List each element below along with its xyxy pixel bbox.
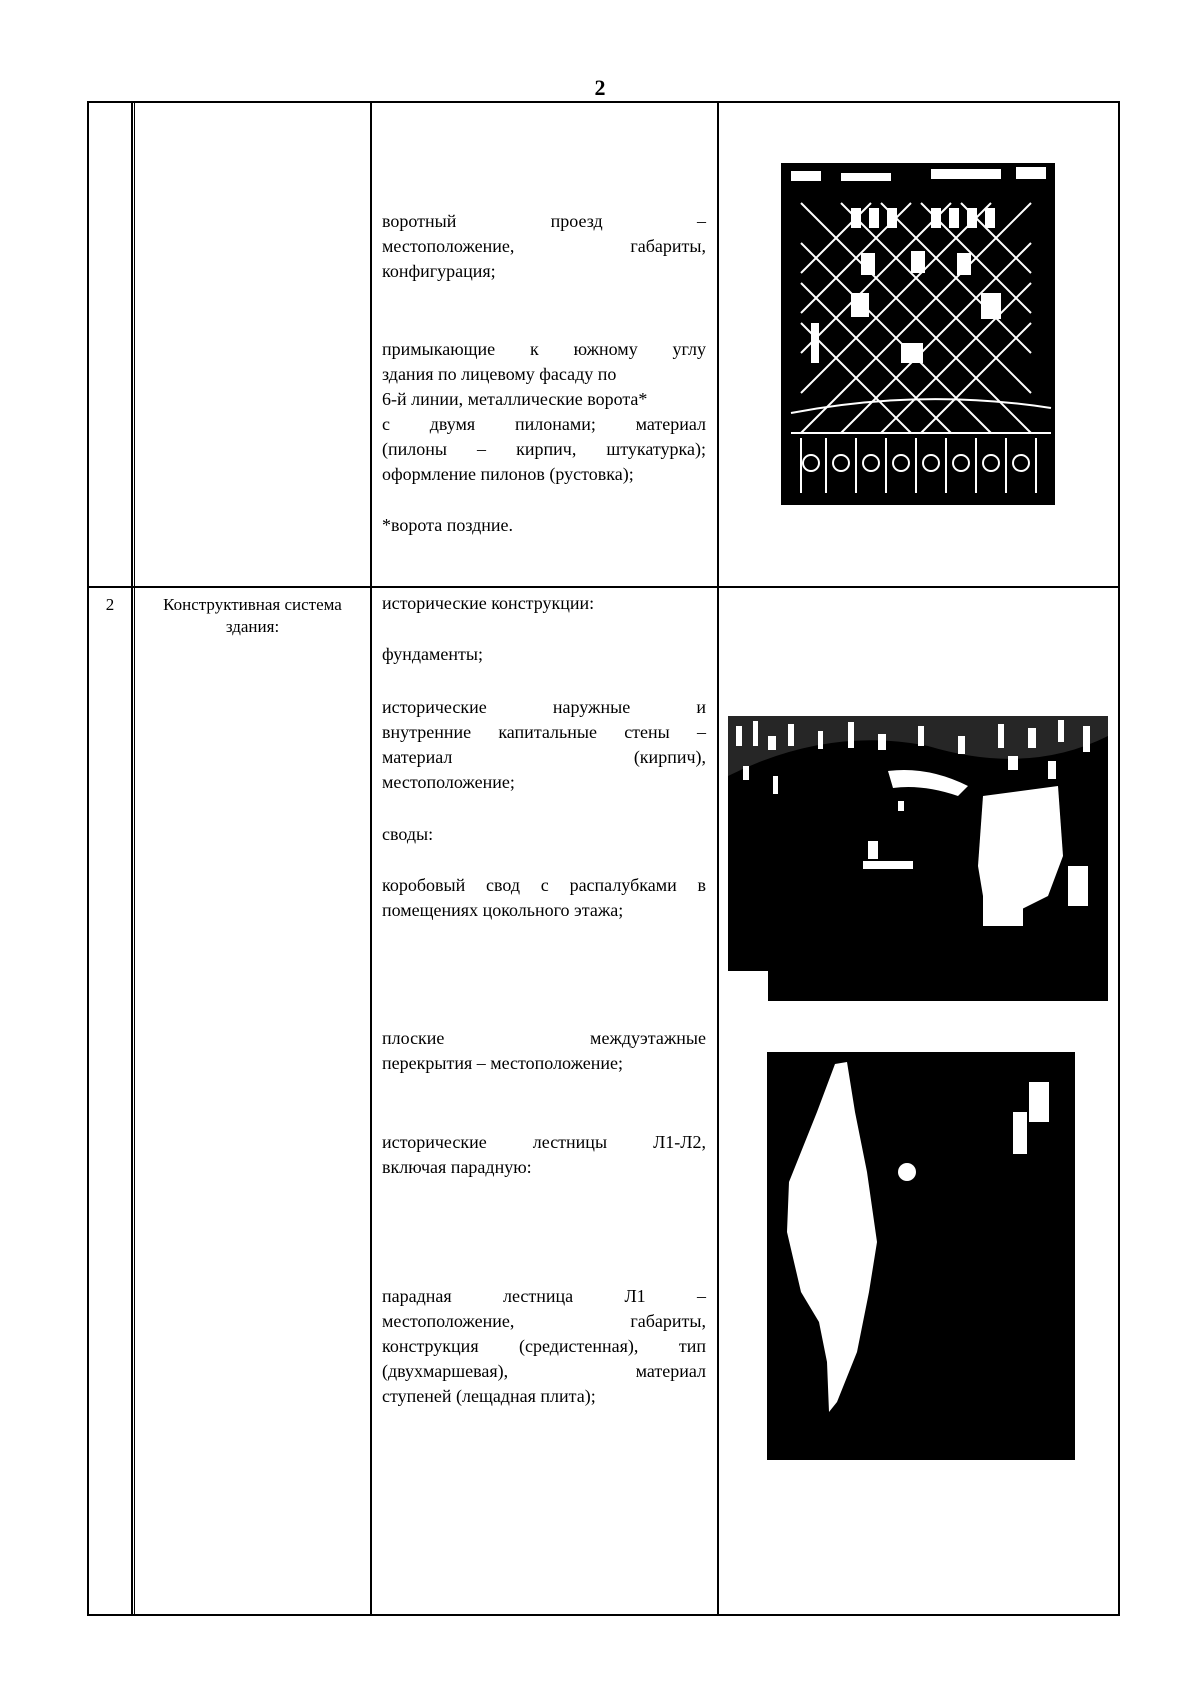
text-line: 6-й линии, металлические ворота* — [382, 389, 648, 409]
text-line: конструкция (средистенная), тип — [382, 1336, 706, 1356]
text-line: оформление пилонов (рустовка); — [382, 464, 634, 484]
text-line: своды: — [382, 824, 434, 844]
table-col-divider-3 — [717, 101, 719, 1616]
text-line: перекрытия – местоположение; — [382, 1053, 624, 1073]
row1-footnote — [382, 513, 706, 538]
text-line: исторические лестницы Л1-Л2, — [382, 1132, 706, 1152]
text-line: парадная лестница Л1 – — [382, 1286, 706, 1306]
staircase-photo — [767, 1052, 1075, 1460]
text-line: воротный проезд – — [382, 211, 706, 231]
text-line: исторические конструкции: — [382, 593, 595, 613]
row1-text-gate-passage — [382, 209, 706, 284]
row2-name-line1: Конструктивная система — [163, 595, 342, 614]
text-line: местоположение, габариты, — [382, 236, 706, 256]
row2-text-historical — [382, 591, 706, 616]
table-col-divider-2 — [370, 101, 372, 1616]
gate-photo — [781, 163, 1055, 505]
vault-photo — [728, 716, 1108, 1001]
gate-photo-graphic — [781, 163, 1055, 505]
row2-name-line2: здания: — [225, 617, 280, 636]
footnote-text: *ворота поздние. — [382, 515, 514, 535]
text-line: (двухмаршевая), материал — [382, 1361, 706, 1381]
text-line: ступеней (лещадная плита); — [382, 1386, 596, 1406]
text-line: (пилоны – кирпич, штукатурка); — [382, 439, 706, 459]
text-line: здания по лицевому фасаду по — [382, 364, 617, 384]
row2-text-vaults — [382, 822, 706, 847]
text-line: местоположение; — [382, 772, 515, 792]
text-line: исторические наружные и — [382, 697, 706, 717]
text-line: помещениях цокольного этажа; — [382, 900, 624, 920]
text-line: включая парадную: — [382, 1157, 532, 1177]
table-border-mid — [87, 586, 1120, 588]
row2-text-main-staircase — [382, 1284, 706, 1409]
row2-text-foundations — [382, 642, 706, 667]
row2-text-walls — [382, 695, 706, 795]
text-line: материал (кирпич), — [382, 747, 706, 767]
page-number: 2 — [594, 75, 606, 100]
table-col-divider-1b — [134, 101, 135, 1616]
table-border-top — [87, 101, 1120, 103]
text-line: плоские междуэтажные — [382, 1028, 706, 1048]
table-border-left — [87, 101, 89, 1616]
row2-text-floors — [382, 1026, 706, 1076]
staircase-photo-graphic — [767, 1052, 1075, 1460]
text-line: с двумя пилонами; материал — [382, 414, 706, 434]
text-line: коробовый свод с распалубками в — [382, 875, 706, 895]
text-line: внутренние капитальные стены – — [382, 722, 706, 742]
row1-text-gates — [382, 337, 706, 487]
text-line: местоположение, габариты, — [382, 1311, 706, 1331]
text-line: примыкающие к южному углу — [382, 339, 706, 359]
row2-name — [135, 594, 370, 638]
table-border-right — [1118, 101, 1120, 1616]
row2-number: 2 — [105, 595, 115, 614]
vault-photo-graphic — [728, 716, 1108, 1001]
table-border-bottom — [87, 1614, 1120, 1616]
row2-text-basket-vault — [382, 873, 706, 923]
table-col-divider-1 — [131, 101, 133, 1616]
text-line: конфигурация; — [382, 261, 496, 281]
row2-text-staircases — [382, 1130, 706, 1180]
text-line: фундаменты; — [382, 644, 483, 664]
